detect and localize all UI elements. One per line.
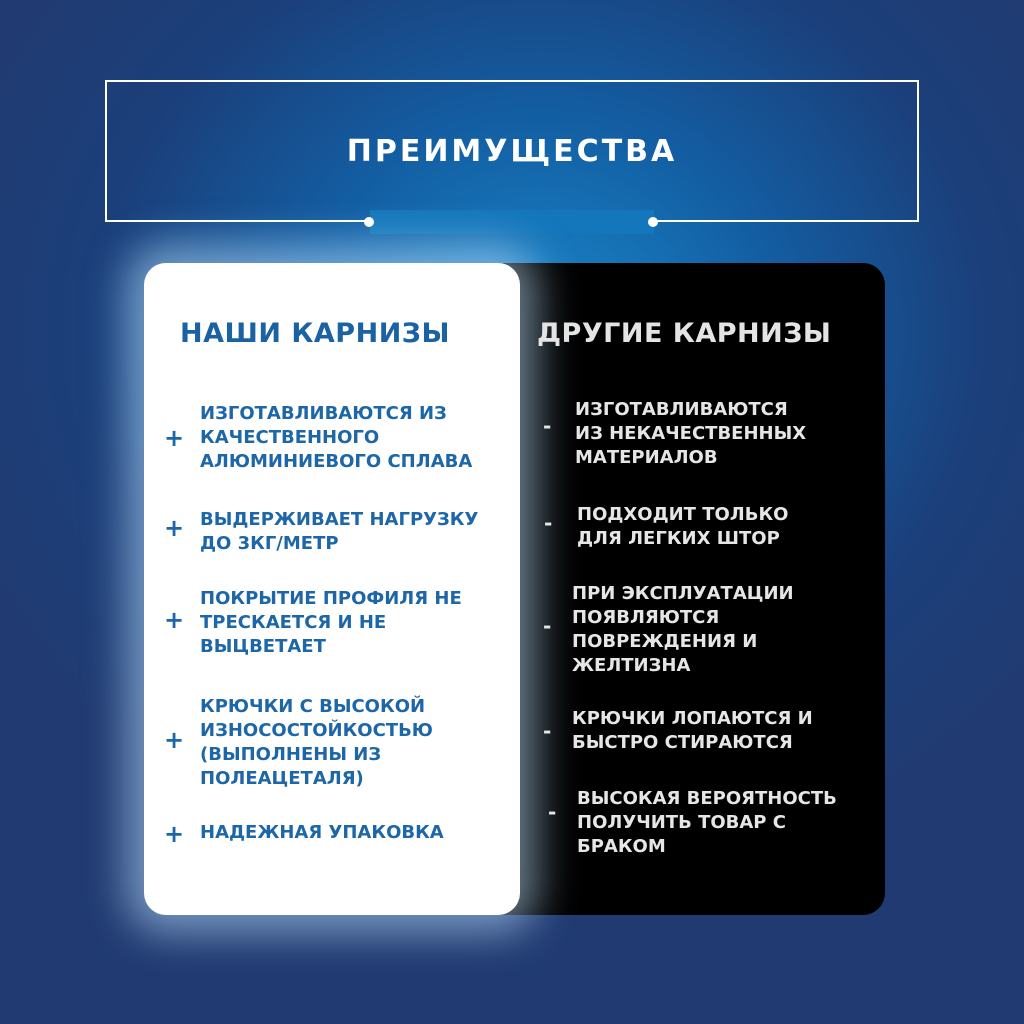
ours-heading: НАШИ КАРНИЗЫ	[180, 318, 450, 349]
ours-item-2: ВЫДЕРЖИВАЕТ НАГРУЗКУ ДО 3КГ/МЕТР	[200, 509, 479, 554]
others-item-3: ПРИ ЭКСПЛУАТАЦИИ ПОЯВЛЯЮТСЯ ПОВРЕЖДЕНИЯ И ЖЕЛТИЗНА	[572, 583, 794, 676]
minus-icon: -	[544, 511, 553, 535]
frame-dot-left	[364, 217, 374, 227]
minus-icon: -	[543, 719, 552, 743]
minus-icon: -	[543, 614, 552, 638]
ours-item-1: ИЗГОТАВЛИВАЮТСЯ ИЗ КАЧЕСТВЕННОГО АЛЮМИНИЕВОГО СПЛАВА	[200, 403, 473, 472]
minus-icon: -	[548, 800, 557, 824]
plus-icon: +	[164, 424, 185, 452]
ours-item-3: ПОКРЫТИЕ ПРОФИЛЯ НЕ ТРЕСКАЕТСЯ И НЕ ВЫЦВЕТАЕТ	[200, 588, 462, 657]
others-item-4: КРЮЧКИ ЛОПАЮТСЯ И БЫСТРО СТИРАЮТСЯ	[572, 708, 813, 753]
frame-dot-right	[648, 217, 658, 227]
others-item-2: ПОДХОДИТ ТОЛЬКО ДЛЯ ЛЕГКИХ ШТОР	[577, 504, 789, 549]
ours-item-5: НАДЕЖНАЯ УПАКОВКА	[200, 822, 444, 843]
title-frame-gap	[370, 210, 654, 234]
plus-icon: +	[164, 606, 185, 634]
others-heading: ДРУГИЕ КАРНИЗЫ	[537, 318, 832, 349]
page-title: ПРЕИМУЩЕСТВА	[346, 133, 678, 169]
others-item-1: ИЗГОТАВЛИВАЮТСЯ ИЗ НЕКАЧЕСТВЕННЫХ МАТЕРИАЛОВ	[575, 399, 807, 468]
plus-icon: +	[164, 820, 185, 848]
title-frame	[105, 80, 919, 222]
minus-icon: -	[543, 414, 552, 438]
plus-icon: +	[164, 726, 185, 754]
others-item-5: ВЫСОКАЯ ВЕРОЯТНОСТЬ ПОЛУЧИТЬ ТОВАР С БРАКОМ	[577, 788, 837, 857]
plus-icon: +	[164, 514, 185, 542]
ours-item-4: КРЮЧКИ С ВЫСОКОЙ ИЗНОСОСТОЙКОСТЬЮ (ВЫПОЛНЕНЫ ИЗ ПОЛЕАЦЕТАЛЯ)	[200, 696, 433, 789]
